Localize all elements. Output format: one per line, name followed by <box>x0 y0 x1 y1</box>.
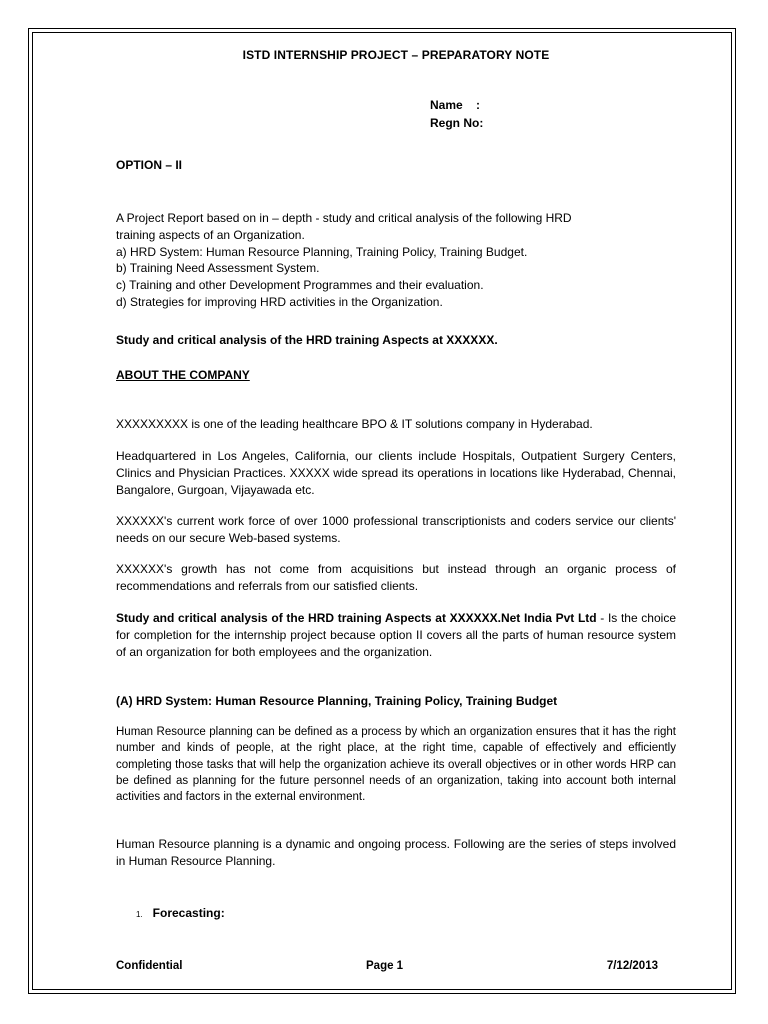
study-heading: Study and critical analysis of the HRD training Aspects at XXXXXX. <box>116 333 498 347</box>
name-label: Name : <box>430 98 481 112</box>
intro-line: c) Training and other Development Programmes and their evaluation. <box>116 278 484 293</box>
list-item-forecasting <box>136 906 225 920</box>
choice-text: - Is the choice for completion for the internship project because option II covers all the parts of human resource system of an organization for both employees and the organization. <box>116 611 676 659</box>
hrp-process-paragraph: Human Resource planning is a dynamic and ongoing process. Following are the series of steps involved in Human Resource Planning. <box>116 837 676 868</box>
intro-line: d) Strategies for improving HRD activities in the Organization. <box>116 294 443 309</box>
about-paragraph-3: XXXXXX's current work force of over 1000 professional transcriptionists and coders service our clients' needs on our secure Web-based systems. <box>116 514 676 545</box>
footer-date: 7/12/2013 <box>606 960 658 972</box>
footer-page-number: Page 1 <box>366 960 404 972</box>
hrd-system-heading: (A) HRD System: Human Resource Planning, Training Policy, Training Budget <box>116 694 558 708</box>
intro-line: training aspects of an Organization. <box>116 227 305 242</box>
about-company-heading: ABOUT THE COMPANY <box>116 368 250 382</box>
footer-confidential: Confidential <box>116 960 183 972</box>
list-item-label: Forecasting: <box>152 906 225 920</box>
intro-line: b) Training Need Assessment System. <box>116 261 320 276</box>
regn-label: Regn No: <box>430 116 484 130</box>
option-heading: OPTION – II <box>116 158 183 172</box>
intro-line: a) HRD System: Human Resource Planning, Training Policy, Training Budget. <box>116 244 528 259</box>
intro-line: A Project Report based on in – depth - study and critical analysis of the following HRD <box>116 211 572 225</box>
name-regn-block <box>430 96 483 132</box>
hrp-definition-paragraph: Human Resource planning can be defined as a process by which an organization ensures that it has the right number and kinds of people, at the right place, at the right time, capable of effectively and efficiently completing those tasks that will help the organization achieve its overall objectives or in other words HRP can be defined as planning for the future personnel needs of an organization, taking into account both internal activities and factors in the external environment. <box>116 726 676 804</box>
list-number: 1. <box>136 910 143 919</box>
choice-paragraph <box>116 610 676 660</box>
document-title: ISTD INTERNSHIP PROJECT – PREPARATORY NOTE <box>242 48 550 62</box>
intro-paragraph <box>116 210 676 311</box>
about-paragraph-1: XXXXXXXXX is one of the leading healthcare BPO & IT solutions company in Hyderabad. <box>116 417 593 431</box>
about-paragraph-2: Headquartered in Los Angeles, California, our clients include Hospitals, Outpatient Surgery Centers, Clinics and Physician Practices. XXXXX wide spread its operations in locations like Hyderabad, Chennai, Bangalore, Gurgoan, Vijayawada etc. <box>116 449 676 497</box>
choice-bold-text: Study and critical analysis of the HRD training Aspects at XXXXXX.Net India Pvt Ltd <box>116 611 597 625</box>
about-paragraph-4: XXXXXX's growth has not come from acquisitions but instead through an organic process of recommendations and referrals from our satisfied clients. <box>116 562 676 593</box>
